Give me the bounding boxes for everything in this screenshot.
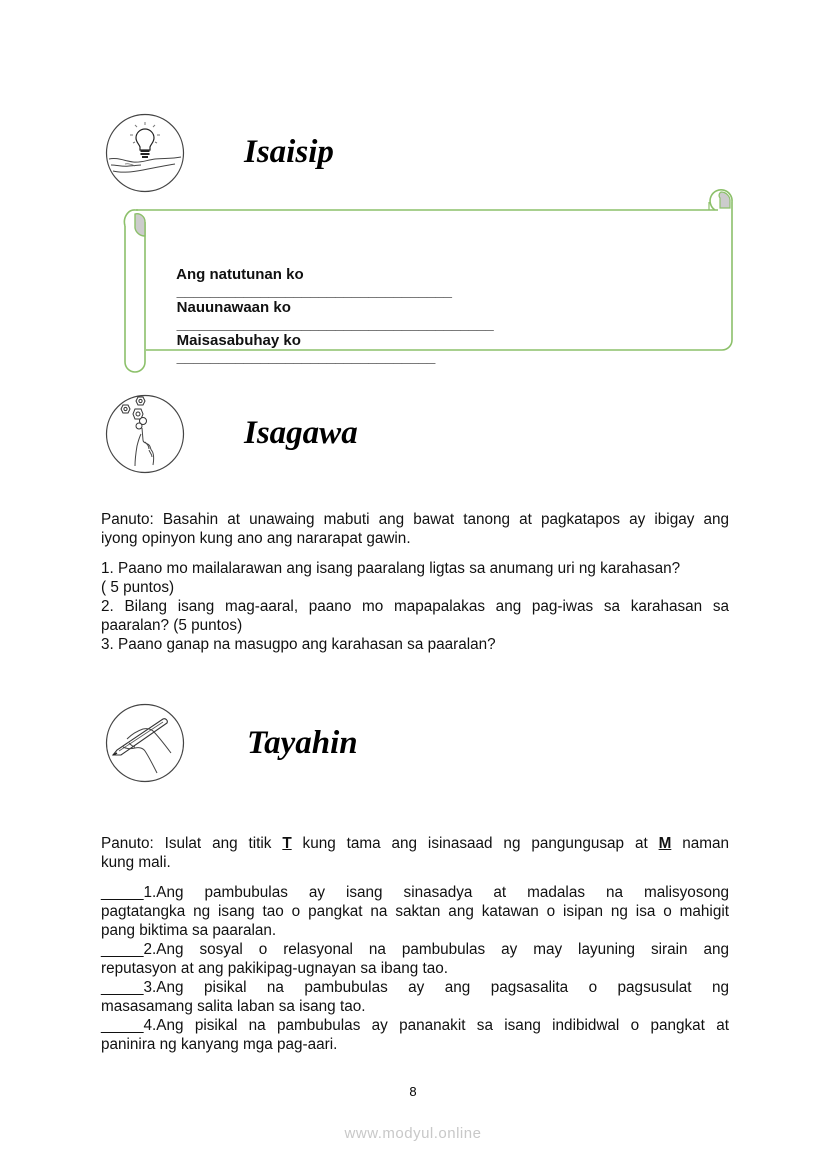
answer-blank[interactable]: _____ — [101, 1017, 144, 1034]
lightbulb-hand-icon — [105, 113, 185, 193]
answer-blank[interactable]: _____ — [101, 941, 144, 958]
reflection-blank[interactable]: ______________________________________ — [176, 316, 494, 333]
reflection-label: Nauunawaan ko — [176, 299, 296, 316]
tayahin-instructions: Panuto: Isulat ang titik T kung tama ang isinasaad ng pangungusap at M naman kung mali. — [101, 835, 730, 871]
answer-blank[interactable]: _____ — [101, 884, 144, 901]
section-title-isaisip: Isaisip — [244, 134, 334, 170]
quiz-item: _____3.Ang pisikal na pambubulas ay ang pagsasalita o pagsusulat ng masasamang salita laban sa isang tao. — [101, 979, 729, 1015]
page-number: 8 — [409, 1084, 417, 1099]
reflection-line-apply — [160, 315, 435, 383]
question-item: 3. Paano ganap na masugpo ang karahasan sa paaralan? — [101, 636, 496, 653]
hand-writing-pen-icon — [105, 703, 185, 783]
tayahin-item-list — [101, 883, 729, 1054]
isagawa-question-list — [101, 559, 729, 654]
quiz-item: _____2.Ang sosyal o relasyonal na pambubulas ay may layuning sirain ang reputasyon at ang pakikipag-ugnayan sa ibang tao. — [101, 941, 729, 977]
answer-blank[interactable]: _____ — [101, 979, 144, 996]
section-title-isagawa: Isagawa — [244, 415, 358, 451]
question-item: 2. Bilang isang mag-aaral, paano mo mapapalakas ang pag-iwas sa karahasan sa paaralan? (5 puntos) — [101, 598, 729, 634]
isagawa-instructions: Panuto: Basahin at unawaing mabuti ang bawat tanong at pagkatapos ay ibigay ang iyong opinyon kung ano ang nararapat gawin. — [101, 511, 729, 547]
true-letter: T — [282, 835, 292, 852]
watermark: www.modyul.online — [344, 1125, 482, 1142]
quiz-item: _____4.Ang pisikal na pambubulas ay pananakit sa isang indibidwal o pangkat at paninira ng kanyang mga pag-aari. — [101, 1017, 729, 1053]
false-letter: M — [658, 835, 672, 852]
quiz-item: _____1.Ang pambubulas ay isang sinasadya at madalas na malisyosong pagtatangka ng isang tao o pangkat na saktan ang katawan o isipan ng isa o mahigit pang biktima sa paaralan. — [101, 884, 729, 939]
section-title-tayahin: Tayahin — [247, 725, 358, 761]
reflection-label: Ang natutunan ko — [176, 266, 304, 283]
hand-gears-icon — [105, 394, 185, 474]
reflection-blank[interactable]: _________________________________ — [176, 283, 452, 300]
reflection-label: Maisasabuhay ko — [176, 332, 301, 349]
reflection-scroll-banner — [118, 184, 738, 380]
question-item: 1. Paano mo mailalarawan ang isang paaralang ligtas sa anumang uri ng karahasan? ( 5 puntos) — [101, 560, 681, 596]
reflection-blank[interactable]: _______________________________ — [176, 349, 436, 366]
